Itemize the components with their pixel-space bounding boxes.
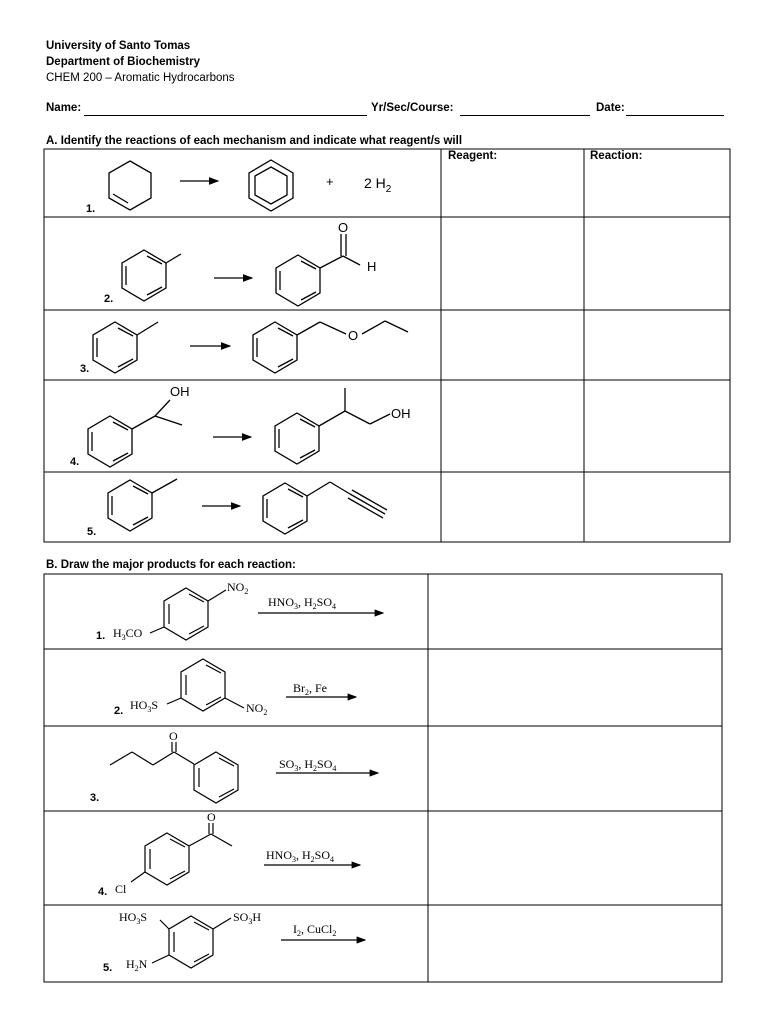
- oxygen-label: O: [338, 220, 349, 235]
- substituent-label: $H_2N$: [126, 957, 148, 973]
- substituent-label: $HO_3S$: [130, 698, 159, 714]
- row-number: 3.: [90, 792, 100, 804]
- substituent-label: $H_3CO$: [113, 626, 143, 642]
- answer-cell[interactable]: [442, 311, 583, 379]
- reagent-label: $HNO_3$, $H_2SO_4$: [266, 848, 335, 864]
- section-a-answer-cells: [442, 164, 729, 541]
- answer-cell[interactable]: [429, 812, 721, 904]
- row-number: 1.: [96, 630, 106, 642]
- university-name: University of Santo Tomas: [46, 40, 191, 52]
- hydroxyl-label: OH: [170, 384, 190, 399]
- substituent-label: $NO_2$: [227, 580, 249, 596]
- answer-cell[interactable]: [585, 311, 729, 379]
- oxygen-label: O: [207, 810, 216, 824]
- hydrogen-label: H: [367, 259, 377, 274]
- substituent-label: $SO_3H$: [233, 910, 262, 926]
- reaction-a4: [88, 388, 390, 467]
- reaction-a3: [93, 321, 408, 373]
- section-b-title: B. Draw the major products for each reaction:: [46, 559, 296, 571]
- yrsec-label: Yr/Sec/Course:: [371, 102, 454, 114]
- row-number: 4.: [70, 456, 80, 468]
- hydroxyl-label: OH: [391, 406, 411, 421]
- name-label: Name:: [46, 102, 82, 114]
- row-number: 4.: [98, 886, 108, 898]
- oxygen-label: O: [169, 729, 178, 743]
- section-a-title: A. Identify the reactions of each mechanism and indicate what reagent/s will: [46, 135, 463, 147]
- answer-cell[interactable]: [585, 473, 729, 541]
- reaction-column-header: Reaction:: [590, 150, 643, 162]
- answer-cell[interactable]: [585, 164, 729, 216]
- hydrogen-label: 2 $H_2$: [364, 175, 392, 195]
- course-title: CHEM 200 – Aromatic Hydrocarbons: [46, 72, 235, 84]
- answer-cell[interactable]: [585, 218, 729, 309]
- row-number: 5.: [103, 962, 113, 974]
- reaction-a1: [109, 160, 293, 211]
- answer-cell[interactable]: [429, 575, 721, 648]
- reaction-a5: [108, 479, 387, 534]
- row-number: 5.: [87, 526, 97, 538]
- row-number: 3.: [80, 363, 90, 375]
- row-number: 2.: [114, 705, 124, 717]
- reaction-b3: [110, 742, 378, 803]
- date-label: Date:: [596, 102, 625, 114]
- answer-cell[interactable]: [585, 381, 729, 471]
- reagent-label: $HNO_3$, $H_2SO_4$: [268, 595, 337, 611]
- substituent-label: Cl: [115, 882, 127, 896]
- oxygen-label: O: [348, 328, 359, 343]
- reagent-column-header: Reagent:: [448, 150, 498, 162]
- reagent-label: $I_2$, CuCl$_2$: [293, 922, 337, 938]
- substituent-label: $HO_3S$: [119, 910, 148, 926]
- row-number: 1.: [86, 203, 96, 215]
- answer-cell[interactable]: [429, 650, 721, 725]
- answer-cell[interactable]: [442, 381, 583, 471]
- section-a-table: [44, 149, 730, 542]
- answer-cell[interactable]: [442, 218, 583, 309]
- reaction-b1: [150, 588, 383, 640]
- answer-cell[interactable]: [442, 473, 583, 541]
- row-number: 2.: [104, 293, 114, 305]
- reagent-label: $Br_2$, Fe: [293, 681, 327, 697]
- answer-cell[interactable]: [429, 906, 721, 981]
- plus-sign: +: [326, 174, 334, 189]
- substituent-label: $NO_2$: [246, 701, 268, 717]
- section-b-answer-cells: [429, 575, 721, 981]
- answer-cell[interactable]: [442, 164, 583, 216]
- department-name: Department of Biochemistry: [46, 56, 201, 68]
- answer-cell[interactable]: [429, 727, 721, 810]
- reaction-a2: [122, 234, 360, 306]
- reagent-label: $SO_3$, $H_2SO_4$: [279, 757, 337, 773]
